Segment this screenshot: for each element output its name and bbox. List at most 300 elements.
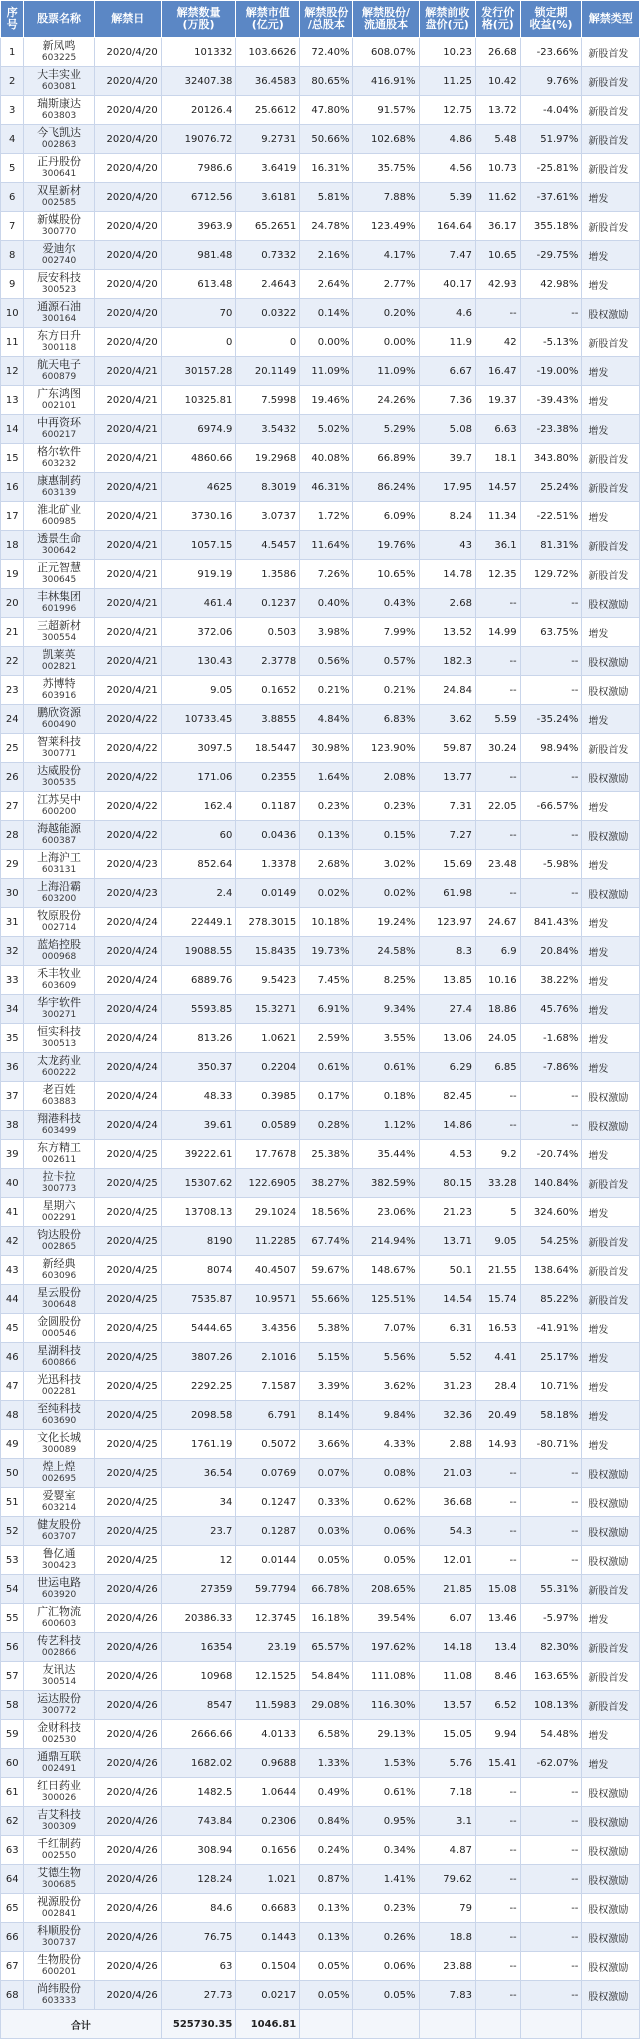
stock-name: 文化长城 bbox=[37, 1431, 82, 1444]
stock-code: 603916 bbox=[41, 691, 77, 701]
row-index: 10 bbox=[1, 299, 24, 328]
unlock-quantity: 12 bbox=[161, 1546, 236, 1575]
table-row bbox=[1, 1227, 640, 1256]
col-lockup-return-header: 锁定期 收益(%) bbox=[520, 1, 582, 38]
unlock-quantity: 70 bbox=[161, 299, 236, 328]
row-index: 46 bbox=[1, 1343, 24, 1372]
unlock-quantity: 13708.13 bbox=[161, 1198, 236, 1227]
unlock-quantity: 7986.6 bbox=[161, 154, 236, 183]
total-empty bbox=[300, 2010, 353, 2039]
stock-name: 瑞斯康达 bbox=[37, 97, 82, 110]
lockup-return: 343.80% bbox=[520, 444, 582, 473]
unlock-quantity: 20126.4 bbox=[161, 96, 236, 125]
unlock-quantity: 350.37 bbox=[161, 1053, 236, 1082]
stock-name-cell bbox=[24, 1256, 94, 1285]
col-ratio-float-header: 解禁股份/ 流通股本 bbox=[353, 1, 419, 38]
stock-name: 凯莱英 bbox=[42, 648, 76, 661]
ratio-float-shares: 3.62% bbox=[353, 1372, 419, 1401]
prev-close-price: 13.06 bbox=[419, 1024, 475, 1053]
ratio-total-shares: 1.64% bbox=[300, 763, 353, 792]
table-row bbox=[1, 154, 640, 183]
prev-close-price: 13.57 bbox=[419, 1691, 475, 1720]
table-row bbox=[1, 299, 640, 328]
stock-name-cell bbox=[24, 1923, 94, 1952]
issue-price: -- bbox=[475, 1778, 520, 1807]
ratio-float-shares: 29.13% bbox=[353, 1720, 419, 1749]
stock-name-cell bbox=[24, 995, 94, 1024]
lockup-return: -25.81% bbox=[520, 154, 582, 183]
prev-close-price: 13.85 bbox=[419, 966, 475, 995]
unlock-value: 0.1504 bbox=[236, 1952, 300, 1981]
unlock-quantity: 2.4 bbox=[161, 879, 236, 908]
row-index: 28 bbox=[1, 821, 24, 850]
unlock-value: 2.4643 bbox=[236, 270, 300, 299]
stock-name: 正元智慧 bbox=[37, 561, 82, 574]
row-index: 4 bbox=[1, 125, 24, 154]
ratio-float-shares: 0.61% bbox=[353, 1053, 419, 1082]
unlock-date: 2020/4/25 bbox=[94, 1401, 161, 1430]
stock-code: 300089 bbox=[41, 1445, 77, 1455]
ratio-float-shares: 1.12% bbox=[353, 1111, 419, 1140]
table-row bbox=[1, 1633, 640, 1662]
row-index: 35 bbox=[1, 1024, 24, 1053]
unlock-quantity: 6889.76 bbox=[161, 966, 236, 995]
row-index: 37 bbox=[1, 1082, 24, 1111]
lockup-return: -62.07% bbox=[520, 1749, 582, 1778]
ratio-float-shares: 86.24% bbox=[353, 473, 419, 502]
stock-name-cell bbox=[24, 763, 94, 792]
ratio-float-shares: 0.26% bbox=[353, 1923, 419, 1952]
table-row bbox=[1, 1459, 640, 1488]
unlock-type: 股权激励 bbox=[582, 589, 640, 618]
unlock-quantity: 308.94 bbox=[161, 1836, 236, 1865]
ratio-float-shares: 0.23% bbox=[353, 1894, 419, 1923]
ratio-float-shares: 148.67% bbox=[353, 1256, 419, 1285]
table-row bbox=[1, 908, 640, 937]
prev-close-price: 4.53 bbox=[419, 1140, 475, 1169]
lockup-return: -5.98% bbox=[520, 850, 582, 879]
lockup-return: -39.43% bbox=[520, 386, 582, 415]
unlock-quantity: 3807.26 bbox=[161, 1343, 236, 1372]
unlock-type: 股权激励 bbox=[582, 647, 640, 676]
unlock-date: 2020/4/26 bbox=[94, 1720, 161, 1749]
row-index: 1 bbox=[1, 38, 24, 67]
unlock-value: 0.0769 bbox=[236, 1459, 300, 1488]
issue-price: 5.48 bbox=[475, 125, 520, 154]
stock-code: 002866 bbox=[41, 1648, 77, 1658]
row-index: 7 bbox=[1, 212, 24, 241]
table-footer bbox=[1, 2010, 640, 2039]
stock-name-cell bbox=[24, 1459, 94, 1488]
ratio-total-shares: 40.08% bbox=[300, 444, 353, 473]
ratio-total-shares: 16.31% bbox=[300, 154, 353, 183]
stock-name-cell bbox=[24, 125, 94, 154]
unlock-quantity: 84.6 bbox=[161, 1894, 236, 1923]
unlock-date: 2020/4/25 bbox=[94, 1140, 161, 1169]
ratio-float-shares: 123.90% bbox=[353, 734, 419, 763]
stock-name-cell bbox=[24, 444, 94, 473]
stock-name: 达威股份 bbox=[37, 764, 82, 777]
stock-name: 大丰实业 bbox=[37, 68, 82, 81]
lockup-return: -20.74% bbox=[520, 1140, 582, 1169]
unlock-type: 增发 bbox=[582, 1372, 640, 1401]
unlock-type: 新股首发 bbox=[582, 1691, 640, 1720]
row-index: 25 bbox=[1, 734, 24, 763]
issue-price: 20.49 bbox=[475, 1401, 520, 1430]
stock-name: 三超新材 bbox=[37, 619, 82, 632]
unlock-type: 股权激励 bbox=[582, 1488, 640, 1517]
stock-code: 002740 bbox=[41, 256, 77, 266]
unlock-quantity: 22449.1 bbox=[161, 908, 236, 937]
unlock-value: 0.3985 bbox=[236, 1082, 300, 1111]
stock-name: 金圆股份 bbox=[37, 1315, 82, 1328]
unlock-quantity: 48.33 bbox=[161, 1082, 236, 1111]
prev-close-price: 13.52 bbox=[419, 618, 475, 647]
unlock-date: 2020/4/26 bbox=[94, 1662, 161, 1691]
unlock-value: 3.6419 bbox=[236, 154, 300, 183]
row-index: 56 bbox=[1, 1633, 24, 1662]
issue-price: 24.67 bbox=[475, 908, 520, 937]
stock-code: 300648 bbox=[41, 1300, 77, 1310]
unlock-date: 2020/4/22 bbox=[94, 821, 161, 850]
ratio-total-shares: 5.15% bbox=[300, 1343, 353, 1372]
row-index: 36 bbox=[1, 1053, 24, 1082]
issue-price: 14.93 bbox=[475, 1430, 520, 1459]
ratio-total-shares: 0.84% bbox=[300, 1807, 353, 1836]
stock-code: 002491 bbox=[41, 1764, 77, 1774]
unlock-value: 4.5457 bbox=[236, 531, 300, 560]
unlock-type: 股权激励 bbox=[582, 763, 640, 792]
unlock-type: 股权激励 bbox=[582, 821, 640, 850]
lockup-return: -- bbox=[520, 647, 582, 676]
table-row bbox=[1, 1343, 640, 1372]
ratio-total-shares: 19.73% bbox=[300, 937, 353, 966]
table-row bbox=[1, 792, 640, 821]
row-index: 22 bbox=[1, 647, 24, 676]
row-index: 54 bbox=[1, 1575, 24, 1604]
stock-code: 300026 bbox=[41, 1793, 77, 1803]
lockup-return: -- bbox=[520, 1952, 582, 1981]
issue-price: -- bbox=[475, 1952, 520, 1981]
stock-code: 600222 bbox=[41, 1068, 77, 1078]
ratio-total-shares: 16.18% bbox=[300, 1604, 353, 1633]
ratio-total-shares: 2.16% bbox=[300, 241, 353, 270]
stock-name: 华宇软件 bbox=[37, 996, 82, 1009]
unlock-value: 0.2306 bbox=[236, 1807, 300, 1836]
unlock-type: 增发 bbox=[582, 1053, 640, 1082]
ratio-float-shares: 0.23% bbox=[353, 792, 419, 821]
unlock-type: 股权激励 bbox=[582, 1459, 640, 1488]
unlock-type: 增发 bbox=[582, 1749, 640, 1778]
ratio-float-shares: 116.30% bbox=[353, 1691, 419, 1720]
unlock-value: 0.1187 bbox=[236, 792, 300, 821]
issue-price: 6.52 bbox=[475, 1691, 520, 1720]
unlock-quantity: 8190 bbox=[161, 1227, 236, 1256]
stock-code: 002550 bbox=[41, 1851, 77, 1861]
row-index: 29 bbox=[1, 850, 24, 879]
ratio-total-shares: 24.78% bbox=[300, 212, 353, 241]
stock-name-cell bbox=[24, 1546, 94, 1575]
ratio-float-shares: 0.05% bbox=[353, 1546, 419, 1575]
unlock-value: 3.8855 bbox=[236, 705, 300, 734]
stock-name: 爱婴室 bbox=[42, 1489, 76, 1502]
unlock-quantity: 372.06 bbox=[161, 618, 236, 647]
ratio-float-shares: 9.34% bbox=[353, 995, 419, 1024]
ratio-float-shares: 19.24% bbox=[353, 908, 419, 937]
stock-name: 正丹股份 bbox=[37, 155, 82, 168]
unlock-quantity: 76.75 bbox=[161, 1923, 236, 1952]
unlock-type: 新股首发 bbox=[582, 328, 640, 357]
ratio-total-shares: 4.84% bbox=[300, 705, 353, 734]
prev-close-price: 11.08 bbox=[419, 1662, 475, 1691]
stock-name-cell bbox=[24, 850, 94, 879]
prev-close-price: 79 bbox=[419, 1894, 475, 1923]
ratio-total-shares: 0.05% bbox=[300, 1952, 353, 1981]
issue-price: 36.17 bbox=[475, 212, 520, 241]
unlock-value: 17.7678 bbox=[236, 1140, 300, 1169]
unlock-quantity: 19076.72 bbox=[161, 125, 236, 154]
lockup-return: -19.00% bbox=[520, 357, 582, 386]
stock-name: 中再资环 bbox=[37, 416, 82, 429]
issue-price: -- bbox=[475, 647, 520, 676]
ratio-float-shares: 0.05% bbox=[353, 1981, 419, 2010]
prev-close-price: 24.84 bbox=[419, 676, 475, 705]
unlock-type: 新股首发 bbox=[582, 125, 640, 154]
stock-name-cell bbox=[24, 1807, 94, 1836]
row-index: 17 bbox=[1, 502, 24, 531]
unlock-quantity: 6974.9 bbox=[161, 415, 236, 444]
stock-name-cell bbox=[24, 908, 94, 937]
unlock-value: 3.5432 bbox=[236, 415, 300, 444]
stock-code: 300770 bbox=[41, 227, 77, 237]
table-row bbox=[1, 1285, 640, 1314]
stock-name-cell bbox=[24, 270, 94, 299]
prev-close-price: 4.87 bbox=[419, 1836, 475, 1865]
row-index: 64 bbox=[1, 1865, 24, 1894]
prev-close-price: 6.29 bbox=[419, 1053, 475, 1082]
unlock-value: 3.0737 bbox=[236, 502, 300, 531]
row-index: 52 bbox=[1, 1517, 24, 1546]
stock-name: 上海沿霸 bbox=[37, 880, 82, 893]
ratio-float-shares: 91.57% bbox=[353, 96, 419, 125]
lockup-return: 42.98% bbox=[520, 270, 582, 299]
lockup-return: -7.86% bbox=[520, 1053, 582, 1082]
stock-code: 300309 bbox=[41, 1822, 77, 1832]
issue-price: -- bbox=[475, 1546, 520, 1575]
table-row bbox=[1, 386, 640, 415]
lockup-return: 82.30% bbox=[520, 1633, 582, 1662]
stock-code: 002611 bbox=[41, 1155, 77, 1165]
ratio-float-shares: 0.95% bbox=[353, 1807, 419, 1836]
prev-close-price: 36.68 bbox=[419, 1488, 475, 1517]
ratio-float-shares: 102.68% bbox=[353, 125, 419, 154]
ratio-total-shares: 18.56% bbox=[300, 1198, 353, 1227]
unlock-value: 0 bbox=[236, 328, 300, 357]
stock-code: 603139 bbox=[41, 488, 77, 498]
unlock-type: 增发 bbox=[582, 415, 640, 444]
col-unlock-value-header: 解禁市值 (亿元) bbox=[236, 1, 300, 38]
stock-name: 友讯达 bbox=[42, 1663, 76, 1676]
lockup-return: 841.43% bbox=[520, 908, 582, 937]
prev-close-price: 13.71 bbox=[419, 1227, 475, 1256]
stock-name: 尚纬股份 bbox=[37, 1982, 82, 1995]
unlock-type: 新股首发 bbox=[582, 1285, 640, 1314]
unlock-quantity: 1057.15 bbox=[161, 531, 236, 560]
stock-code: 600603 bbox=[41, 1619, 77, 1629]
prev-close-price: 39.7 bbox=[419, 444, 475, 473]
unlock-quantity: 2666.66 bbox=[161, 1720, 236, 1749]
unlock-date: 2020/4/24 bbox=[94, 1111, 161, 1140]
table-row bbox=[1, 1981, 640, 2010]
ratio-total-shares: 50.66% bbox=[300, 125, 353, 154]
lockup-return: -- bbox=[520, 763, 582, 792]
total-value: 1046.81 bbox=[236, 2010, 300, 2039]
lockup-return: -- bbox=[520, 1111, 582, 1140]
unlock-date: 2020/4/20 bbox=[94, 38, 161, 67]
unlock-value: 9.5423 bbox=[236, 966, 300, 995]
lockup-return: 51.97% bbox=[520, 125, 582, 154]
prev-close-price: 4.6 bbox=[419, 299, 475, 328]
ratio-float-shares: 19.76% bbox=[353, 531, 419, 560]
prev-close-price: 17.95 bbox=[419, 473, 475, 502]
unlock-value: 122.6905 bbox=[236, 1169, 300, 1198]
prev-close-price: 14.18 bbox=[419, 1633, 475, 1662]
unlock-value: 7.1587 bbox=[236, 1372, 300, 1401]
ratio-float-shares: 608.07% bbox=[353, 38, 419, 67]
table-row bbox=[1, 1749, 640, 1778]
unlock-date: 2020/4/20 bbox=[94, 241, 161, 270]
stock-name: 蓝焰控股 bbox=[37, 938, 82, 951]
stock-code: 300423 bbox=[41, 1561, 77, 1571]
row-index: 33 bbox=[1, 966, 24, 995]
issue-price: -- bbox=[475, 1111, 520, 1140]
row-index: 30 bbox=[1, 879, 24, 908]
issue-price: 30.24 bbox=[475, 734, 520, 763]
unlock-date: 2020/4/20 bbox=[94, 299, 161, 328]
issue-price: -- bbox=[475, 1488, 520, 1517]
ratio-float-shares: 23.06% bbox=[353, 1198, 419, 1227]
stock-name-cell bbox=[24, 415, 94, 444]
unlock-type: 增发 bbox=[582, 850, 640, 879]
stock-name-cell bbox=[24, 1691, 94, 1720]
unlock-quantity: 461.4 bbox=[161, 589, 236, 618]
table-row bbox=[1, 1111, 640, 1140]
unlock-value: 0.0589 bbox=[236, 1111, 300, 1140]
ratio-total-shares: 67.74% bbox=[300, 1227, 353, 1256]
unlock-value: 0.0144 bbox=[236, 1546, 300, 1575]
unlock-value: 1.3586 bbox=[236, 560, 300, 589]
total-quantity: 525730.35 bbox=[161, 2010, 236, 2039]
lockup-return: -37.61% bbox=[520, 183, 582, 212]
stock-name: 上海沪工 bbox=[37, 851, 82, 864]
stock-name-cell bbox=[24, 821, 94, 850]
stock-name-cell bbox=[24, 937, 94, 966]
stock-name: 视源股份 bbox=[37, 1895, 82, 1908]
total-empty bbox=[353, 2010, 419, 2039]
unlock-date: 2020/4/26 bbox=[94, 1575, 161, 1604]
row-index: 55 bbox=[1, 1604, 24, 1633]
table-row bbox=[1, 618, 640, 647]
stock-name-cell bbox=[24, 1836, 94, 1865]
stock-name: 辰安科技 bbox=[37, 271, 82, 284]
table-row bbox=[1, 502, 640, 531]
prev-close-price: 7.47 bbox=[419, 241, 475, 270]
stock-code: 600201 bbox=[41, 1967, 77, 1977]
stock-name-cell bbox=[24, 1604, 94, 1633]
issue-price: 21.55 bbox=[475, 1256, 520, 1285]
stock-name: 星期六 bbox=[42, 1199, 76, 1212]
unlock-date: 2020/4/21 bbox=[94, 647, 161, 676]
unlock-value: 3.4356 bbox=[236, 1314, 300, 1343]
unlock-type: 新股首发 bbox=[582, 473, 640, 502]
issue-price: -- bbox=[475, 1923, 520, 1952]
row-index: 9 bbox=[1, 270, 24, 299]
stock-name: 东方日升 bbox=[37, 329, 82, 342]
table-row bbox=[1, 995, 640, 1024]
issue-price: 23.48 bbox=[475, 850, 520, 879]
lockup-return: 20.84% bbox=[520, 937, 582, 966]
unlock-value: 1.021 bbox=[236, 1865, 300, 1894]
unlock-quantity: 39222.61 bbox=[161, 1140, 236, 1169]
stock-name: 新经典 bbox=[42, 1257, 76, 1270]
prev-close-price: 21.03 bbox=[419, 1459, 475, 1488]
ratio-float-shares: 35.44% bbox=[353, 1140, 419, 1169]
unlock-value: 12.3745 bbox=[236, 1604, 300, 1633]
unlock-type: 增发 bbox=[582, 183, 640, 212]
row-index: 67 bbox=[1, 1952, 24, 1981]
issue-price: 10.65 bbox=[475, 241, 520, 270]
issue-price: 16.53 bbox=[475, 1314, 520, 1343]
stock-name-cell bbox=[24, 1778, 94, 1807]
ratio-float-shares: 0.18% bbox=[353, 1082, 419, 1111]
unlock-value: 2.3778 bbox=[236, 647, 300, 676]
row-index: 11 bbox=[1, 328, 24, 357]
stock-name-cell bbox=[24, 502, 94, 531]
stock-name: 新媒股份 bbox=[37, 213, 82, 226]
stock-name-cell bbox=[24, 1517, 94, 1546]
ratio-float-shares: 24.26% bbox=[353, 386, 419, 415]
unlock-value: 4.0133 bbox=[236, 1720, 300, 1749]
table-row bbox=[1, 328, 640, 357]
table-row bbox=[1, 183, 640, 212]
unlock-date: 2020/4/26 bbox=[94, 1981, 161, 2010]
issue-price: -- bbox=[475, 299, 520, 328]
ratio-total-shares: 5.02% bbox=[300, 415, 353, 444]
ratio-float-shares: 5.56% bbox=[353, 1343, 419, 1372]
unlock-value: 0.1237 bbox=[236, 589, 300, 618]
lockup-return: -- bbox=[520, 1807, 582, 1836]
ratio-total-shares: 3.39% bbox=[300, 1372, 353, 1401]
row-index: 40 bbox=[1, 1169, 24, 1198]
stock-code: 002101 bbox=[41, 401, 77, 411]
stock-name-cell bbox=[24, 1488, 94, 1517]
unlock-date: 2020/4/25 bbox=[94, 1198, 161, 1227]
lockup-return: 324.60% bbox=[520, 1198, 582, 1227]
unlock-value: 0.9688 bbox=[236, 1749, 300, 1778]
unlock-quantity: 2098.58 bbox=[161, 1401, 236, 1430]
col-unlock-type-header: 解禁类型 bbox=[582, 1, 640, 38]
row-index: 58 bbox=[1, 1691, 24, 1720]
stock-name-cell bbox=[24, 1053, 94, 1082]
stock-code: 603609 bbox=[41, 981, 77, 991]
total-empty bbox=[475, 2010, 520, 2039]
row-index: 47 bbox=[1, 1372, 24, 1401]
total-label: 合计 bbox=[1, 2010, 162, 2039]
stock-code: 603499 bbox=[41, 1126, 77, 1136]
table-row bbox=[1, 821, 640, 850]
stock-name-cell bbox=[24, 705, 94, 734]
ratio-total-shares: 2.64% bbox=[300, 270, 353, 299]
